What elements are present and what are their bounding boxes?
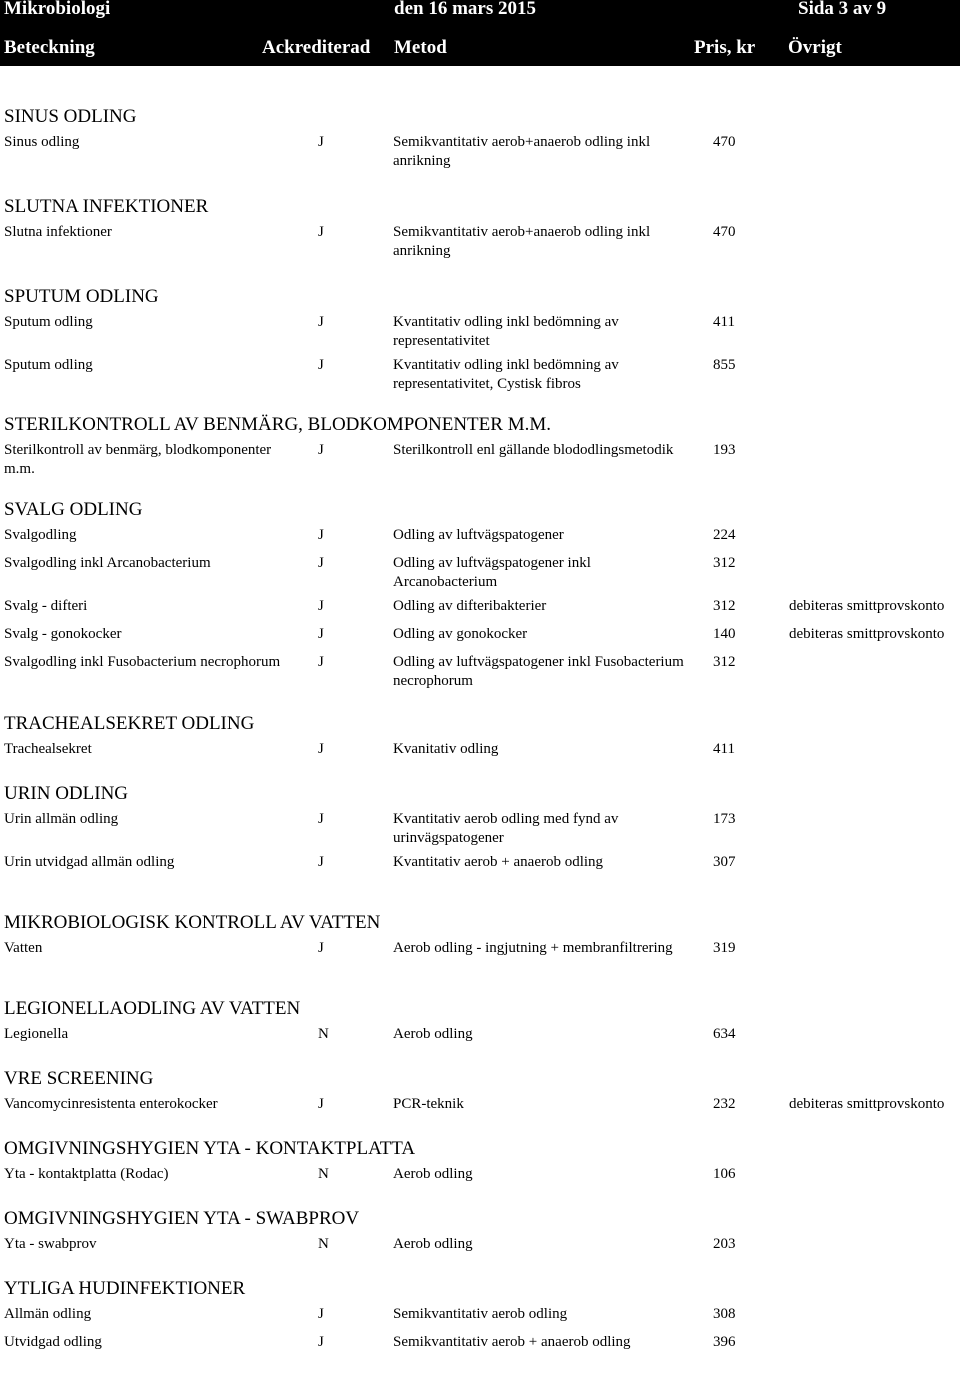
price-value: 312 — [713, 654, 736, 670]
document-date: den 16 mars 2015 — [394, 0, 536, 19]
price-value: 411 — [713, 741, 735, 757]
section-title: TRACHEALSEKRET ODLING — [4, 713, 255, 734]
analysis-name: Allmän odling — [4, 1306, 92, 1322]
table-row — [0, 133, 960, 179]
section-title: SLUTNA INFEKTIONER — [4, 196, 209, 217]
accredited-flag: J — [318, 314, 324, 330]
price-value: 193 — [713, 442, 736, 458]
column-header-price: Pris, kr — [694, 37, 756, 58]
accredited-flag: J — [318, 811, 324, 827]
price-value: 232 — [713, 1096, 736, 1112]
analysis-name: Vancomycinresistenta enterokocker — [4, 1096, 218, 1112]
table-row — [0, 1095, 960, 1125]
header-bar — [0, 0, 960, 66]
section — [0, 783, 960, 899]
section — [0, 1278, 960, 1361]
analysis-name: Slutna infektioner — [4, 224, 112, 240]
analysis-name: Svalgodling inkl Arcanobacterium — [4, 555, 211, 571]
method-description: Odling av luftvägspatogener inkl Fusobacterium necrophorum — [393, 654, 684, 689]
method-description: Kvantitativ odling inkl bedömning av representativitet — [393, 314, 619, 349]
price-value: 634 — [713, 1026, 736, 1042]
accredited-flag: J — [318, 527, 324, 543]
accredited-flag: J — [318, 134, 324, 150]
table-row — [0, 554, 960, 597]
accredited-flag: J — [318, 626, 324, 642]
accredited-flag: J — [318, 1096, 324, 1112]
price-value: 106 — [713, 1166, 736, 1182]
table-row — [0, 441, 960, 487]
accredited-flag: J — [318, 854, 324, 870]
column-header-other: Övrigt — [788, 37, 842, 58]
section-title: STERILKONTROLL AV BENMÄRG, BLODKOMPONENTER M.M. — [4, 414, 551, 435]
table-row — [0, 313, 960, 356]
section-title: LEGIONELLAODLING AV VATTEN — [4, 998, 301, 1019]
analysis-name: Svalg - difteri — [4, 598, 88, 614]
analysis-name: Vatten — [4, 940, 43, 956]
analysis-name: Sterilkontroll av benmärg, blodkomponenter m.m. — [4, 442, 272, 477]
analysis-name: Legionella — [4, 1026, 69, 1042]
accredited-flag: J — [318, 654, 324, 670]
department-title: Mikrobiologi — [4, 0, 111, 19]
other-note: debiteras smittprovskonto — [789, 1096, 945, 1112]
accredited-flag: J — [318, 940, 324, 956]
accredited-flag: J — [318, 741, 324, 757]
method-description: Odling av luftvägspatogener — [393, 527, 564, 543]
method-description: Kvanitativ odling — [393, 741, 499, 757]
price-value: 470 — [713, 134, 736, 150]
method-description: Semikvantitativ aerob+anaerob odling inkl anrikning — [393, 134, 651, 169]
analysis-name: Svalgodling — [4, 527, 77, 543]
accredited-flag: N — [318, 1026, 329, 1042]
accredited-flag: J — [318, 1334, 324, 1350]
table-row — [0, 653, 960, 699]
section-title: URIN ODLING — [4, 783, 129, 804]
page-number: Sida 3 av 9 — [798, 0, 887, 19]
accredited-flag: J — [318, 357, 324, 373]
section — [0, 912, 960, 985]
method-description: Aerob odling — [393, 1166, 473, 1182]
price-value: 312 — [713, 555, 736, 571]
column-header-method: Metod — [394, 37, 447, 58]
section — [0, 286, 960, 402]
price-value: 470 — [713, 224, 736, 240]
analysis-name: Utvidgad odling — [4, 1334, 102, 1350]
price-list — [0, 104, 960, 1361]
table-row — [0, 810, 960, 853]
price-value: 411 — [713, 314, 735, 330]
table-row — [0, 1165, 960, 1195]
price-value: 140 — [713, 626, 736, 642]
section — [0, 1138, 960, 1195]
analysis-name: Sputum odling — [4, 357, 93, 373]
analysis-name: Yta - kontaktplatta (Rodac) — [4, 1166, 169, 1182]
price-value: 855 — [713, 357, 736, 373]
section — [0, 1068, 960, 1125]
accredited-flag: J — [318, 224, 324, 240]
section — [0, 713, 960, 770]
method-description: Aerob odling - ingjutning + membranfiltrering — [393, 940, 673, 956]
method-description: Kvantitativ odling inkl bedömning av representativitet, Cystisk fibros — [393, 357, 619, 392]
table-row — [0, 1333, 960, 1361]
section-title: YTLIGA HUDINFEKTIONER — [4, 1278, 246, 1299]
method-description: Kvantitativ aerob odling med fynd av urinvägspatogener — [393, 811, 619, 846]
price-value: 312 — [713, 598, 736, 614]
section — [0, 106, 960, 179]
method-description: Semikvantitativ aerob odling — [393, 1306, 568, 1322]
method-description: Odling av difteribakterier — [393, 598, 547, 614]
section-title: OMGIVNINGSHYGIEN YTA - SWABPROV — [4, 1208, 360, 1229]
table-row — [0, 526, 960, 554]
other-note: debiteras smittprovskonto — [789, 598, 945, 614]
price-value: 308 — [713, 1306, 736, 1322]
accredited-flag: N — [318, 1236, 329, 1252]
price-value: 224 — [713, 527, 736, 543]
analysis-name: Yta - swabprov — [4, 1236, 97, 1252]
table-row — [0, 740, 960, 770]
price-value: 173 — [713, 811, 736, 827]
section-title: OMGIVNINGSHYGIEN YTA - KONTAKTPLATTA — [4, 1138, 416, 1159]
accredited-flag: J — [318, 555, 324, 571]
section — [0, 414, 960, 487]
method-description: Odling av luftvägspatogener inkl Arcanobacterium — [393, 555, 591, 590]
method-description: Odling av gonokocker — [393, 626, 528, 642]
analysis-name: Svalg - gonokocker — [4, 626, 122, 642]
accredited-flag: N — [318, 1166, 329, 1182]
price-value: 307 — [713, 854, 736, 870]
section — [0, 499, 960, 699]
section-title: SPUTUM ODLING — [4, 286, 159, 307]
price-value: 319 — [713, 940, 736, 956]
section-title: MIKROBIOLOGISK KONTROLL AV VATTEN — [4, 912, 381, 933]
method-description: Sterilkontroll enl gällande blododlingsmetodik — [393, 442, 674, 458]
section-title: SINUS ODLING — [4, 106, 137, 127]
method-description: Semikvantitativ aerob+anaerob odling inkl anrikning — [393, 224, 651, 259]
method-description: Aerob odling — [393, 1026, 473, 1042]
accredited-flag: J — [318, 442, 324, 458]
section-title: VRE SCREENING — [4, 1068, 154, 1089]
analysis-name: Urin allmän odling — [4, 811, 119, 827]
other-note: debiteras smittprovskonto — [789, 626, 945, 642]
price-value: 203 — [713, 1236, 736, 1252]
table-row — [0, 356, 960, 402]
price-value: 396 — [713, 1334, 736, 1350]
analysis-name: Svalgodling inkl Fusobacterium necrophorum — [4, 654, 281, 670]
method-description: Kvantitativ aerob + anaerob odling — [393, 854, 604, 870]
method-description: Aerob odling — [393, 1236, 473, 1252]
accredited-flag: J — [318, 598, 324, 614]
column-header-name: Beteckning — [4, 37, 95, 58]
analysis-name: Urin utvidgad allmän odling — [4, 854, 175, 870]
analysis-name: Sputum odling — [4, 314, 93, 330]
section — [0, 196, 960, 269]
table-row — [0, 223, 960, 269]
analysis-name: Sinus odling — [4, 134, 80, 150]
table-row — [0, 1235, 960, 1265]
section — [0, 1208, 960, 1265]
table-row — [0, 1025, 960, 1055]
table-row — [0, 853, 960, 899]
method-description: PCR-teknik — [393, 1096, 464, 1112]
table-row — [0, 1305, 960, 1333]
method-description: Semikvantitativ aerob + anaerob odling — [393, 1334, 631, 1350]
column-header-accredited: Ackrediterad — [262, 37, 371, 58]
accredited-flag: J — [318, 1306, 324, 1322]
section-title: SVALG ODLING — [4, 499, 143, 520]
section — [0, 998, 960, 1055]
analysis-name: Trachealsekret — [4, 741, 92, 757]
table-row — [0, 939, 960, 985]
table-row — [0, 625, 960, 653]
table-row — [0, 597, 960, 625]
